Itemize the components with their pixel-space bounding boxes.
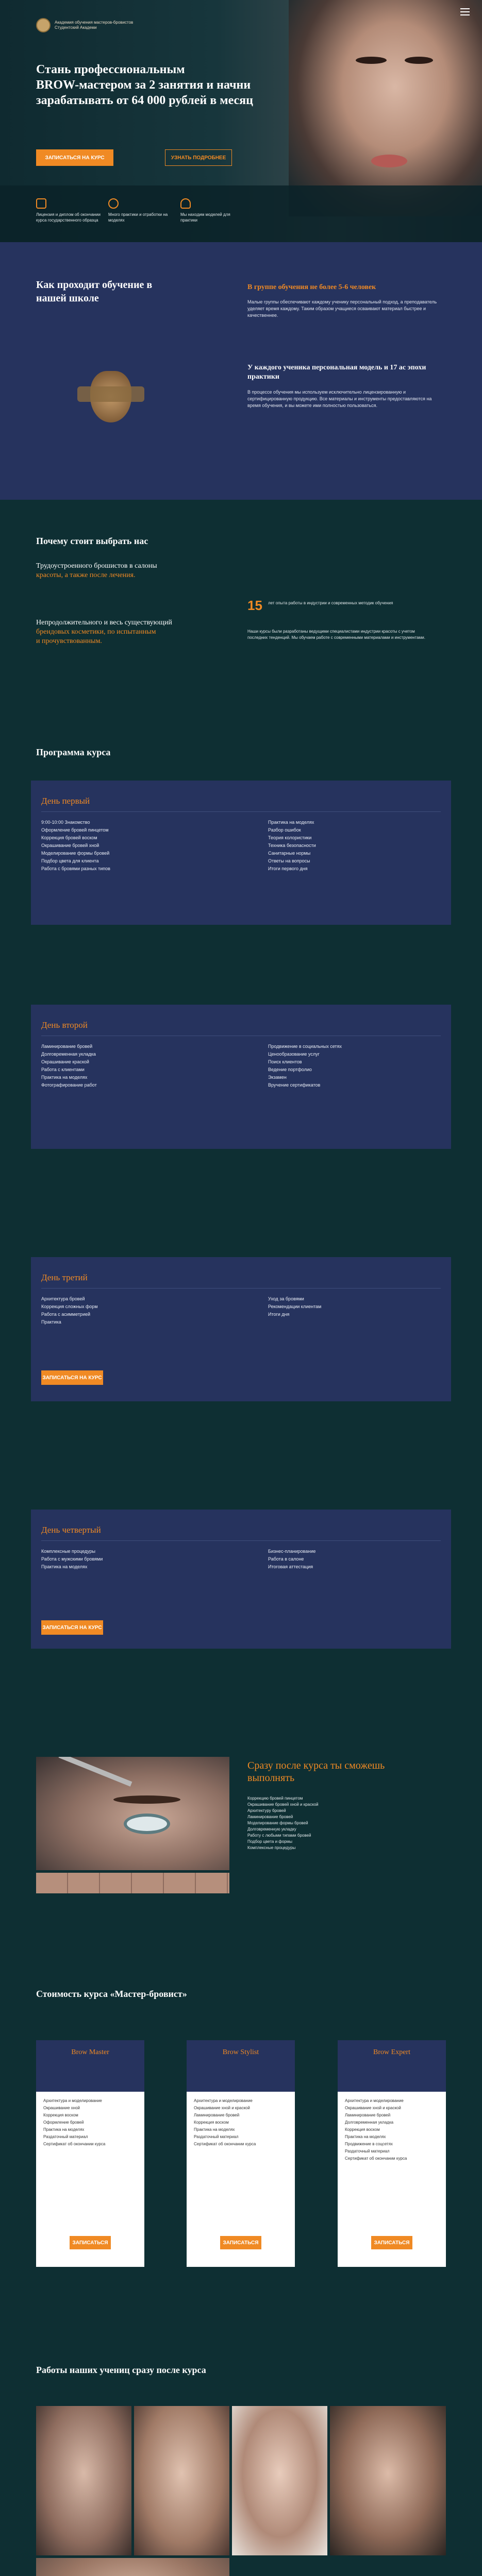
models-icon xyxy=(180,198,191,209)
day-four-signup-button[interactable]: ЗАПИСАТЬСЯ НА КУРС xyxy=(41,1620,103,1635)
day-four-left-list: Комплексные процедуры Работа с мужскими бровями Практика на моделях xyxy=(41,1549,103,1569)
day-one-right-list: Практика на моделях Разбор ошибок Теория колористики Техника безопасности Санитарные нормы Ответы на вопросы Итоги первого дня xyxy=(268,820,316,871)
plan-features-expert: Архитектура и моделирование Окрашивание хной и краской Ламинирование бровей Долговременная укладка Коррекция воском Практика на моделях Продвижение в соцсетях Раздаточный материал Сертификат об окончании курса xyxy=(345,2098,407,2161)
why-point-1: Трудоустроенного брошистов в салоны красоты, а также после лечения. xyxy=(36,562,157,579)
gallery-photo-4[interactable] xyxy=(330,2406,446,2555)
day-three-card xyxy=(31,1257,451,1401)
plan-features-master: Архитектура и моделирование Окрашивание хной Коррекция воском Оформление бровей Практика на моделях Раздаточный материал Сертификат об окончании курса xyxy=(43,2098,106,2146)
day-three-right-list: Уход за бровями Рекомендации клиентам Итоги дня xyxy=(268,1296,322,1317)
gallery-photo-2[interactable] xyxy=(134,2406,229,2555)
plan-name-expert: Brow Expert xyxy=(338,2040,446,2092)
day-one-card xyxy=(31,781,451,925)
diploma-icon xyxy=(36,198,46,209)
why-side-text: Наши курсы были разработаны ведущими специалистами индустрии красоты с учетом последних тенденций. Мы обучаем работе с современными материалами и инструментами. xyxy=(247,629,425,640)
day-three-signup-button[interactable]: ЗАПИСАТЬСЯ НА КУРС xyxy=(41,1370,103,1385)
hero-logo[interactable] xyxy=(36,16,144,34)
gallery-photo-1[interactable] xyxy=(36,2406,131,2555)
feature-models: Мы находим моделей для практики xyxy=(180,198,247,223)
feature-license: Лицензия и диплом об окончании курса государственного образца xyxy=(36,198,103,223)
day-four-right-list: Бизнес-планирование Работа в салоне Итоговая аттестация xyxy=(268,1549,316,1569)
day-two-title: День второй xyxy=(41,1020,88,1030)
brow-procedure-photo xyxy=(36,1757,229,1870)
about-section xyxy=(0,242,482,500)
day-four-title: День четвертый xyxy=(41,1525,101,1535)
why-point-2: Непродолжительного и весь существующий брендовых косметики, по испытанным и прочувствованным. xyxy=(36,619,172,645)
logo-text: Академия обучения мастеров-бровистов Студентский Академи xyxy=(55,20,134,30)
plan-features-stylist: Архитектура и моделирование Окрашивание хной и краской Ламинирование бровей Коррекция воском Практика на моделях Раздаточный материал Сертификат об окончании курса xyxy=(194,2098,256,2146)
hero-signup-button[interactable]: ЗАПИСАТЬСЯ НА КУРС xyxy=(36,149,113,166)
hero-features xyxy=(0,185,482,242)
why-years-text: лет опыта работы в индустрии и современных методик обучения xyxy=(268,601,393,605)
plan-signup-stylist[interactable]: ЗАПИСАТЬСЯ xyxy=(220,2236,261,2249)
gallery-photo-5[interactable] xyxy=(36,2558,229,2576)
day-three-left-list: Архитектура бровей Коррекция сложных форм Работа с асимметрией Практика xyxy=(41,1296,98,1325)
day-one-title: День первый xyxy=(41,796,90,806)
day-two-right-list: Продвижение в социальных сетях Ценообразование услуг Поиск клиентов Ведение портфолио Экзамен Вручение сертификатов xyxy=(268,1044,342,1088)
day-three-title: День третий xyxy=(41,1273,88,1282)
plan-name-master: Brow Master xyxy=(36,2040,144,2092)
group-heading: В группе обучения не более 5-6 человек xyxy=(247,283,376,291)
practice-text: В процессе обучения мы используем исключительно лицензированную и сертифицированную продукцию. Все материалы и инструменты предоставляются на время обучения, и вы можете ими полностью пользоваться. xyxy=(247,389,432,408)
feature-practice: Много практики и отработки на моделях xyxy=(108,198,175,223)
day-four-card xyxy=(31,1510,451,1649)
price-card-master xyxy=(36,2040,144,2267)
gallery-title: Работы наших учениц сразу после курса xyxy=(36,2365,206,2375)
gallery-photo-3[interactable] xyxy=(232,2406,327,2555)
group-text: Малые группы обеспечивают каждому ученику персональный подход, а преподаватель уделяет время каждому. Таким образом учащиеся осваивают материал быстрее и качественнее. xyxy=(247,299,437,318)
plan-name-stylist: Brow Stylist xyxy=(187,2040,295,2092)
price-card-stylist xyxy=(187,2040,295,2267)
why-section xyxy=(0,526,482,721)
hero-title: Стань профессиональным BROW-мастером за 2 занятия и начни зарабатывать от 64 000 рублей в месяц xyxy=(36,63,253,107)
plan-signup-expert[interactable]: ЗАПИСАТЬСЯ xyxy=(371,2236,412,2249)
before-after-strip xyxy=(36,1873,229,1893)
after-course-list: Коррекцию бровей пинцетом Окрашивание бровей хной и краской Архитектуру бровей Ламинирование бровей Моделирование формы бровей Долговременную укладку Работу с любыми типами бровей Подбор цвета и формы Комплексные процедуры xyxy=(247,1796,319,1850)
menu-icon[interactable] xyxy=(460,8,470,15)
about-title: Как проходит обучение в нашей школе xyxy=(36,279,153,304)
day-one-left-list: 9:00-10:00 Знакомство Оформление бровей пинцетом Коррекция бровей воском Окрашивание бровей хной Моделирование формы бровей Подбор цвета для клиента Работа с бровями разных типов xyxy=(41,820,110,871)
why-title: Почему стоит выбрать нас xyxy=(36,536,148,546)
pricing-title: Стоимость курса «Мастер-бровист» xyxy=(36,1989,187,1999)
logo-emblem-icon xyxy=(36,18,51,32)
after-course-title: Сразу после курса ты сможешь выполнять xyxy=(247,1760,385,1784)
why-years-number: 15 xyxy=(247,598,262,613)
day-two-left-list: Ламинирование бровей Долговременная укладка Окрашивание краской Работа с клиентами Практика на моделях Фотографирование работ xyxy=(41,1044,97,1088)
day-two-card xyxy=(31,1005,451,1149)
hero-model-photo xyxy=(289,0,482,216)
plan-signup-master[interactable]: ЗАПИСАТЬСЯ xyxy=(70,2236,111,2249)
after-course-section xyxy=(0,1757,482,1942)
program-title: Программа курса xyxy=(36,747,111,757)
hero-details-button[interactable]: УЗНАТЬ ПОДРОБНЕЕ xyxy=(165,149,232,166)
practice-heading: У каждого ученика персональная модель и 17 ас эпохи практики xyxy=(247,364,426,381)
practice-icon xyxy=(108,198,119,209)
price-card-expert xyxy=(338,2040,446,2267)
academy-crest xyxy=(77,366,144,428)
